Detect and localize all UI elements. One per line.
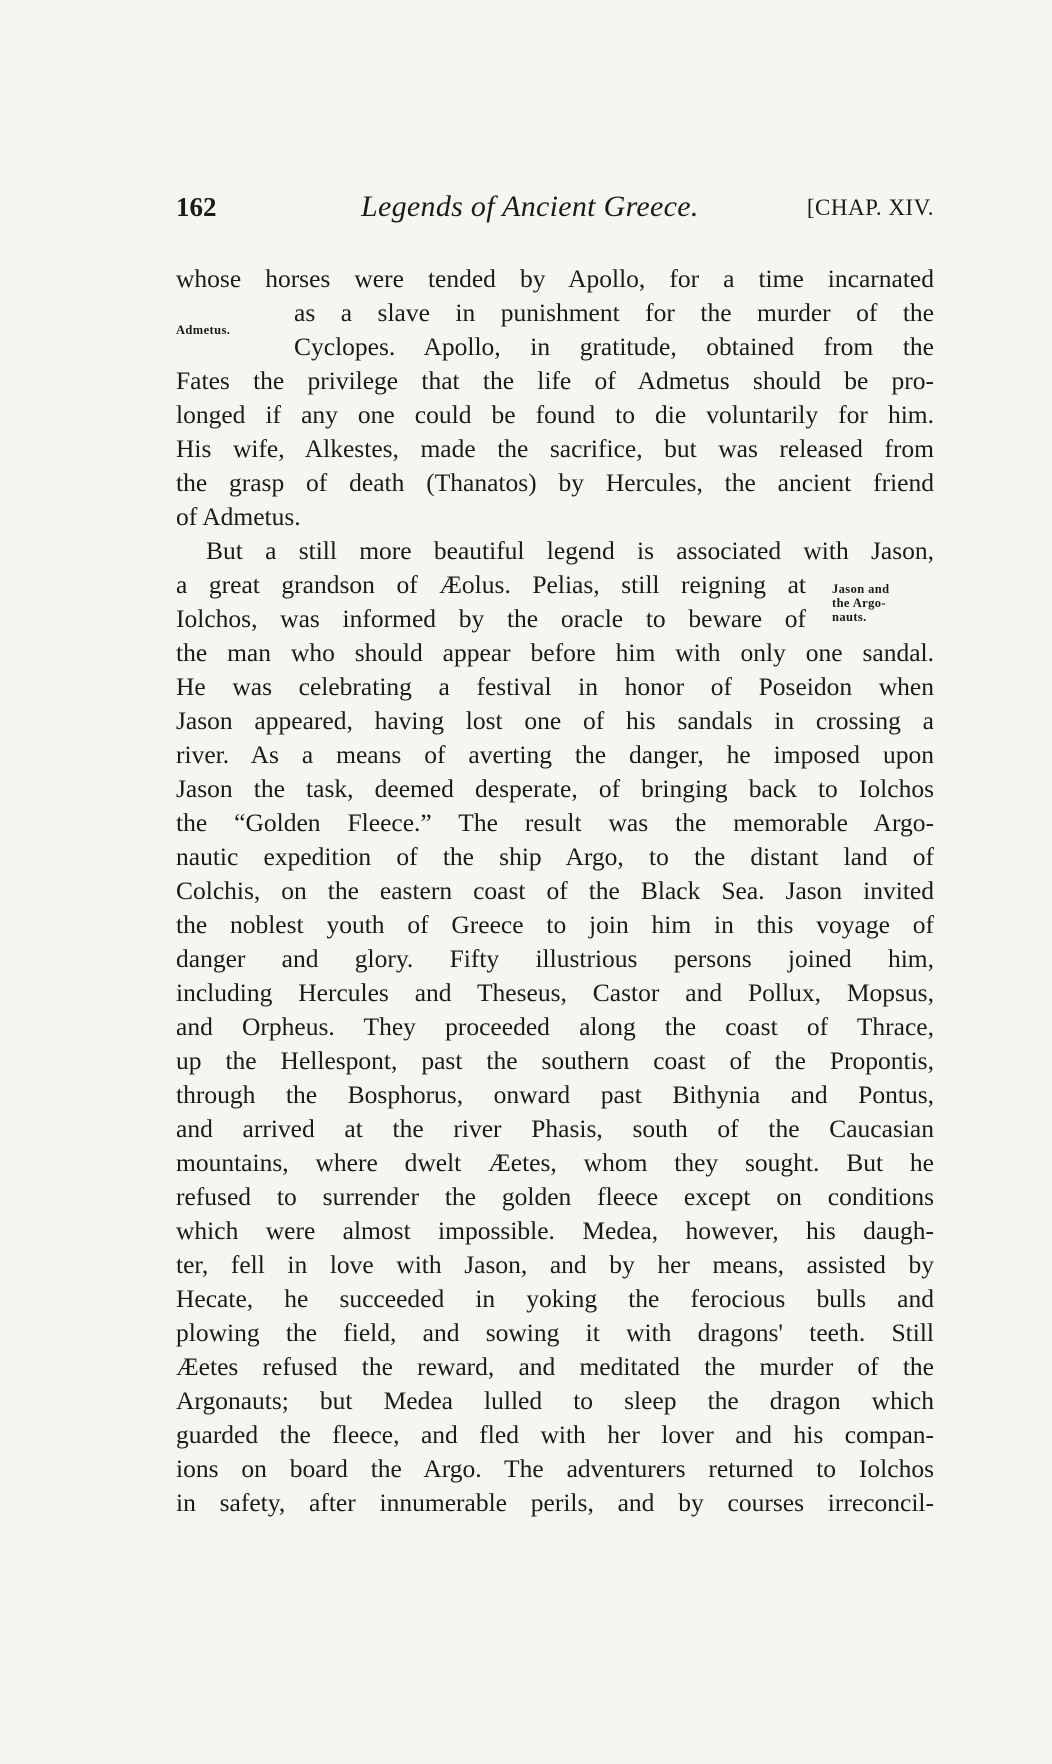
text-line: whose horses were tended by Apollo, for a time incarnated xyxy=(176,264,934,293)
text-line: refused to surrender the golden fleece except on conditions xyxy=(176,1182,934,1211)
text-line: Hecate, he succeeded in yoking the ferocious bulls and xyxy=(176,1284,934,1313)
text-line: the “Golden Fleece.” The result was the memorable Argo- xyxy=(176,808,934,837)
text-line: up the Hellespont, past the southern coast of the Propontis, xyxy=(176,1046,934,1075)
text-line: including Hercules and Theseus, Castor and Pollux, Mopsus, xyxy=(176,978,934,1007)
text-line: of Admetus. xyxy=(176,502,301,531)
text-line: as a slave in punishment for the murder of the xyxy=(294,298,934,327)
text-line: danger and glory. Fifty illustrious persons joined him, xyxy=(176,944,934,973)
sidenote-line: nauts. xyxy=(832,610,867,624)
text-line: plowing the field, and sowing it with dragons' teeth. Still xyxy=(176,1318,934,1347)
text-line: He was celebrating a festival in honor of Poseidon when xyxy=(176,672,934,701)
body-text xyxy=(176,262,934,1520)
text-line: guarded the fleece, and fled with her lover and his compan- xyxy=(176,1420,934,1449)
text-line: Colchis, on the eastern coast of the Black Sea. Jason invited xyxy=(176,876,934,905)
running-title: Legends of Ancient Greece. xyxy=(361,190,699,223)
text-line: and Orpheus. They proceeded along the coast of Thrace, xyxy=(176,1012,934,1041)
text-line: a great grandson of Æolus. Pelias, still reigning at xyxy=(176,570,806,599)
text-line: in safety, after innumerable perils, and by courses irreconcil- xyxy=(176,1488,934,1517)
text-line: the man who should appear before him with only one sandal. xyxy=(176,638,934,667)
sidenote-admetus: Admetus. xyxy=(176,323,231,337)
text-line: river. As a means of averting the danger, he imposed upon xyxy=(176,740,934,769)
text-line: the noblest youth of Greece to join him in this voyage of xyxy=(176,910,934,939)
text-line: ter, fell in love with Jason, and by her means, assisted by xyxy=(176,1250,934,1279)
sidenote-line: Jason and xyxy=(832,582,890,596)
page-header xyxy=(176,188,934,234)
text-line: Fates the privilege that the life of Admetus should be pro- xyxy=(176,366,934,395)
text-line: Iolchos, was informed by the oracle to beware of xyxy=(176,604,806,633)
page-number: 162 xyxy=(176,192,217,222)
text-line: His wife, Alkestes, made the sacrifice, but was released from xyxy=(176,434,934,463)
text-line: But a still more beautiful legend is associated with Jason, xyxy=(206,536,934,565)
text-line: Æetes refused the reward, and meditated the murder of the xyxy=(176,1352,934,1381)
text-line: which were almost impossible. Medea, however, his daugh- xyxy=(176,1216,934,1245)
text-line: Jason appeared, having lost one of his sandals in crossing a xyxy=(176,706,934,735)
text-line: Cyclopes. Apollo, in gratitude, obtained from the xyxy=(294,332,934,361)
text-line: nautic expedition of the ship Argo, to the distant land of xyxy=(176,842,934,871)
text-line: longed if any one could be found to die voluntarily for him. xyxy=(176,400,934,429)
text-line: Argonauts; but Medea lulled to sleep the dragon which xyxy=(176,1386,934,1415)
text-line: mountains, where dwelt Æetes, whom they sought. But he xyxy=(176,1148,934,1177)
text-line: Jason the task, deemed desperate, of bringing back to Iolchos xyxy=(176,774,934,803)
text-line: the grasp of death (Thanatos) by Hercules, the ancient friend xyxy=(176,468,934,497)
sidenote-line: the Argo- xyxy=(832,596,886,610)
chapter-reference: [CHAP. XIV. xyxy=(806,195,934,220)
text-line: and arrived at the river Phasis, south of the Caucasian xyxy=(176,1114,934,1143)
text-line: through the Bosphorus, onward past Bithynia and Pontus, xyxy=(176,1080,934,1109)
text-line: ions on board the Argo. The adventurers returned to Iolchos xyxy=(176,1454,934,1483)
